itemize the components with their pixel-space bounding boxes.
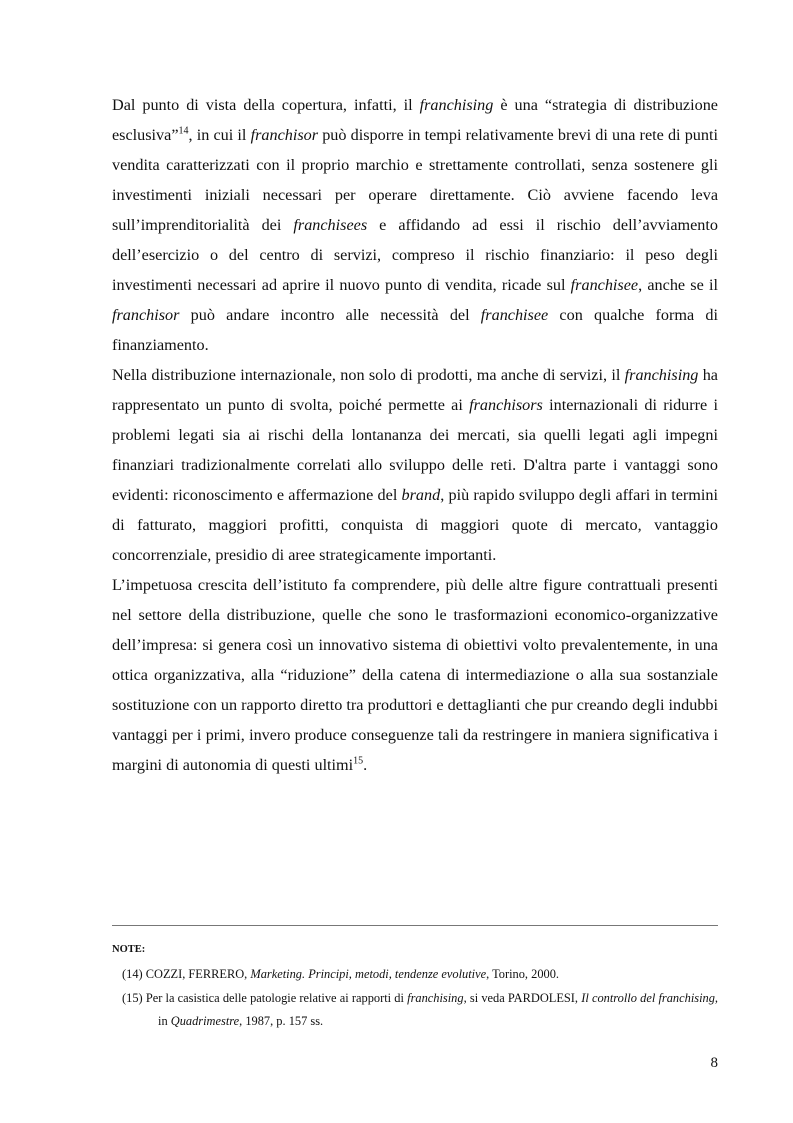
text-run: può andare incontro alle necessità del [179,306,481,324]
text-run: , Torino, 2000. [486,967,559,981]
italic-text: franchisor [250,126,319,144]
footnote-reference: 15 [353,755,364,767]
text-run: internazionali di ridurre i problemi legati sia ai rischi della lontananza dei mercati, sia quelli legati agli impegni finanziari tradizionalmente correlati allo sviluppo delle reti. D'altra parte i vantaggi sono evidenti: riconoscimento e affermazione del [112,396,718,504]
italic-text: franchisors [469,396,543,414]
italic-text: franchisees [293,216,368,234]
text-run: Nella distribuzione internazionale, non solo di prodotti, ma anche di servizi, il [112,366,625,384]
paragraph [112,360,718,570]
footnote-14 [112,963,718,987]
footnotes-heading: NOTE: [112,944,146,955]
footnote-divider [112,925,718,926]
text-run: in [158,1014,171,1028]
body-text [112,90,718,780]
footnotes [112,941,718,1034]
italic-text: franchising [624,366,699,384]
text-run: (14) COZZI, FERRERO, [122,967,251,981]
italic-text: franchisee [480,306,549,324]
text-run: può disporre in tempi relativamente brevi di una rete di punti vendita caratterizzati con il proprio marchio e strettamente controllati, senza sostenere gli investimenti iniziali necessari per operare direttamente. Ciò avviene facendo leva sull’imprenditorialità dei [112,126,718,234]
text-run: , in cui il [188,126,251,144]
text-run: Dal punto di vista della copertura, infatti, il [112,96,420,114]
footnote-reference: 14 [178,125,189,137]
text-run: con qualche forma di finanziamento. [112,306,718,354]
text-run: e affidando ad essi il rischio dell’avviamento dell’esercizio o del centro di servizi, compreso il rischio finanziario: il peso degli investimenti necessari ad aprire il nuovo punto di vendita, ricade sul [112,216,718,294]
italic-text: franchisor [112,306,180,324]
text-run: , anche se il [638,276,718,294]
page-number: 8 [710,1055,718,1071]
paragraph [112,90,718,360]
italic-text: Marketing. Principi, metodi, tendenze evolutive [250,967,487,981]
footnote-15 [112,987,718,1034]
italic-text: brand [401,486,441,504]
text-run: ha rappresentato un punto di svolta, poiché permette ai [112,366,718,414]
paragraph [112,570,718,780]
text-run: è una “strategia di distribuzione esclusiva” [112,96,718,144]
italic-text: franchising [419,96,494,114]
text-run: , si veda PARDOLESI, [463,990,582,1005]
italic-text: Quadrimestre [170,1014,240,1028]
text-run: , più rapido sviluppo degli affari in termini di fatturato, maggiori profitti, conquista di maggiori quote di mercato, vantaggio concorrenziale, presidio di aree strategicamente importanti. [112,486,718,564]
text-run: , 1987, p. 157 ss. [239,1014,324,1028]
italic-text: Il controllo del franchising, [581,990,719,1005]
italic-text: franchisee [570,276,639,294]
text-run: L’impetuosa crescita dell’istituto fa comprendere, più delle altre figure contrattuali presenti nel settore della distribuzione, quelle che sono le trasformazioni economico-organizzative dell’impresa: si genera così un innovativo sistema di obiettivi volto prevalentemente, in una ottica organizzativa, alla “riduzione” della catena di intermediazione o alla sua sostanziale sostituzione con un rapporto diretto tra produttori e dettaglianti che pur creando degli indubbi vantaggi per i primi, invero produce conseguenze tali da restringere in maniera significativa i margini di autonomia di questi ultimi [112,576,718,774]
text-run: (15) Per la casistica delle patologie relative ai rapporti di [122,990,408,1005]
italic-text: franchising [407,990,464,1005]
text-run: . [363,756,368,774]
